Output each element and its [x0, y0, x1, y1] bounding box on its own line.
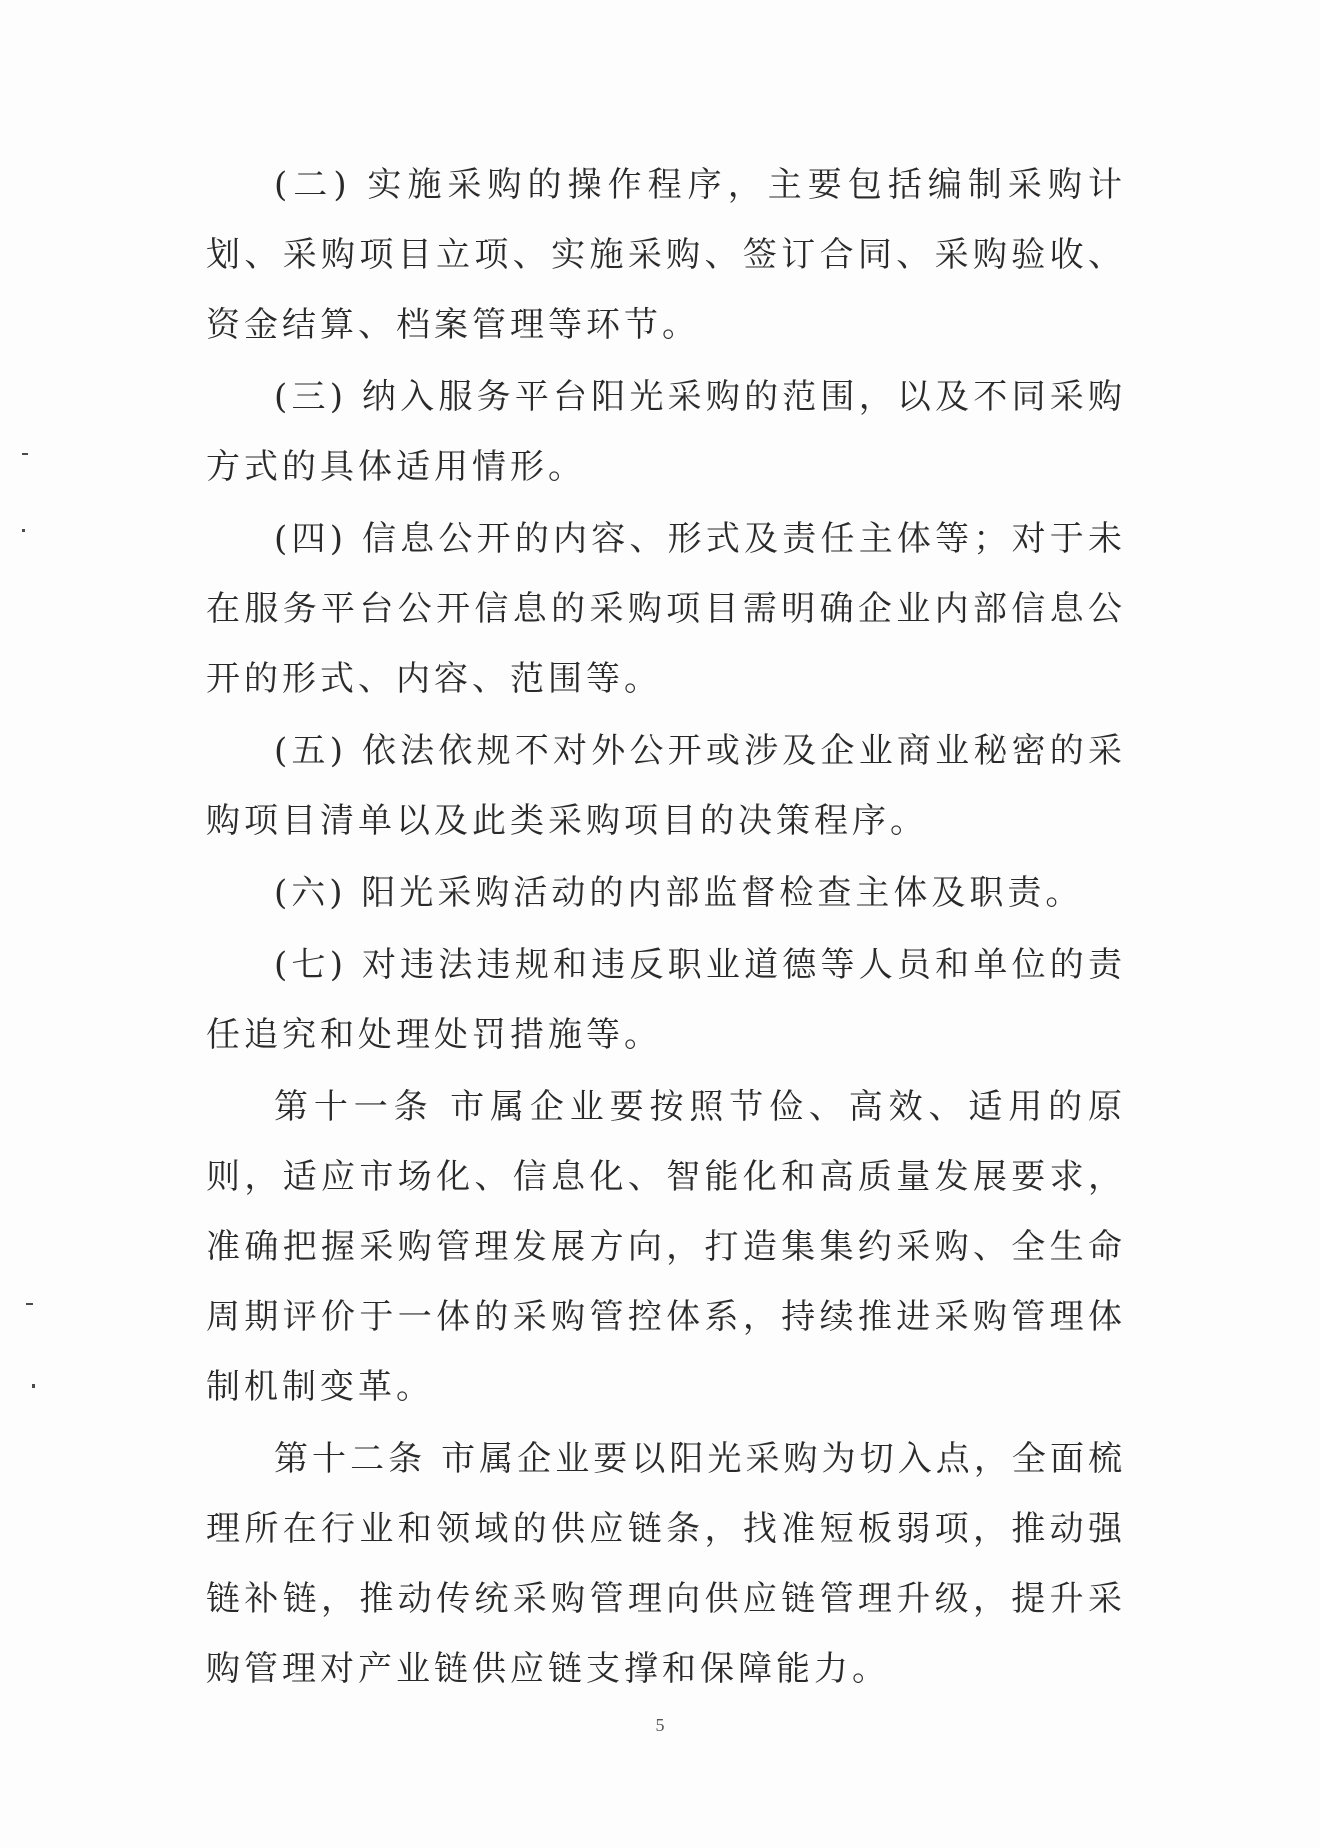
scan-artifact-mark: [26, 1303, 33, 1305]
scan-artifact-mark: [22, 453, 28, 455]
paragraph-item-5: (五) 依法依规不对外公开或涉及企业商业秘密的采购项目清单以及此类采购项目的决策程序。: [206, 731, 1126, 841]
paragraph-item-7: (七) 对违法违规和违反职业道德等人员和单位的责任追究和处理处罚措施等。: [206, 945, 1126, 1055]
paragraph-article-11: 第十一条 市属企业要按照节俭、高效、适用的原则，适应市场化、信息化、智能化和高质量发展要求，准确把握采购管理发展方向，打造集集约采购、全生命周期评价于一体的采购管控体系，持续推进采购管理体制机制变革。: [206, 1087, 1126, 1407]
page-number: 5: [655, 1715, 665, 1735]
paragraph-item-6: (六) 阳光采购活动的内部监督检查主体及职责。: [274, 873, 1084, 913]
paragraph-item-2: (二) 实施采购的操作程序，主要包括编制采购计划、采购项目立项、实施采购、签订合同、采购验收、资金结算、档案管理等环节。: [206, 165, 1126, 345]
document-body: [206, 150, 1126, 1704]
paragraph-item-3: (三) 纳入服务平台阳光采购的范围，以及不同采购方式的具体适用情形。: [206, 377, 1126, 487]
paragraph-article-12: 第十二条 市属企业要以阳光采购为切入点，全面梳理所在行业和领域的供应链条，找准短板弱项，推动强链补链，推动传统采购管理向供应链管理升级，提升采购管理对产业链供应链支撑和保障能力。: [206, 1439, 1126, 1689]
scan-artifact-mark: [32, 1384, 35, 1388]
paragraph-item-4: (四) 信息公开的内容、形式及责任主体等；对于未在服务平台公开信息的采购项目需明确企业内部信息公开的形式、内容、范围等。: [206, 519, 1126, 699]
scan-artifact-mark: [22, 529, 25, 532]
